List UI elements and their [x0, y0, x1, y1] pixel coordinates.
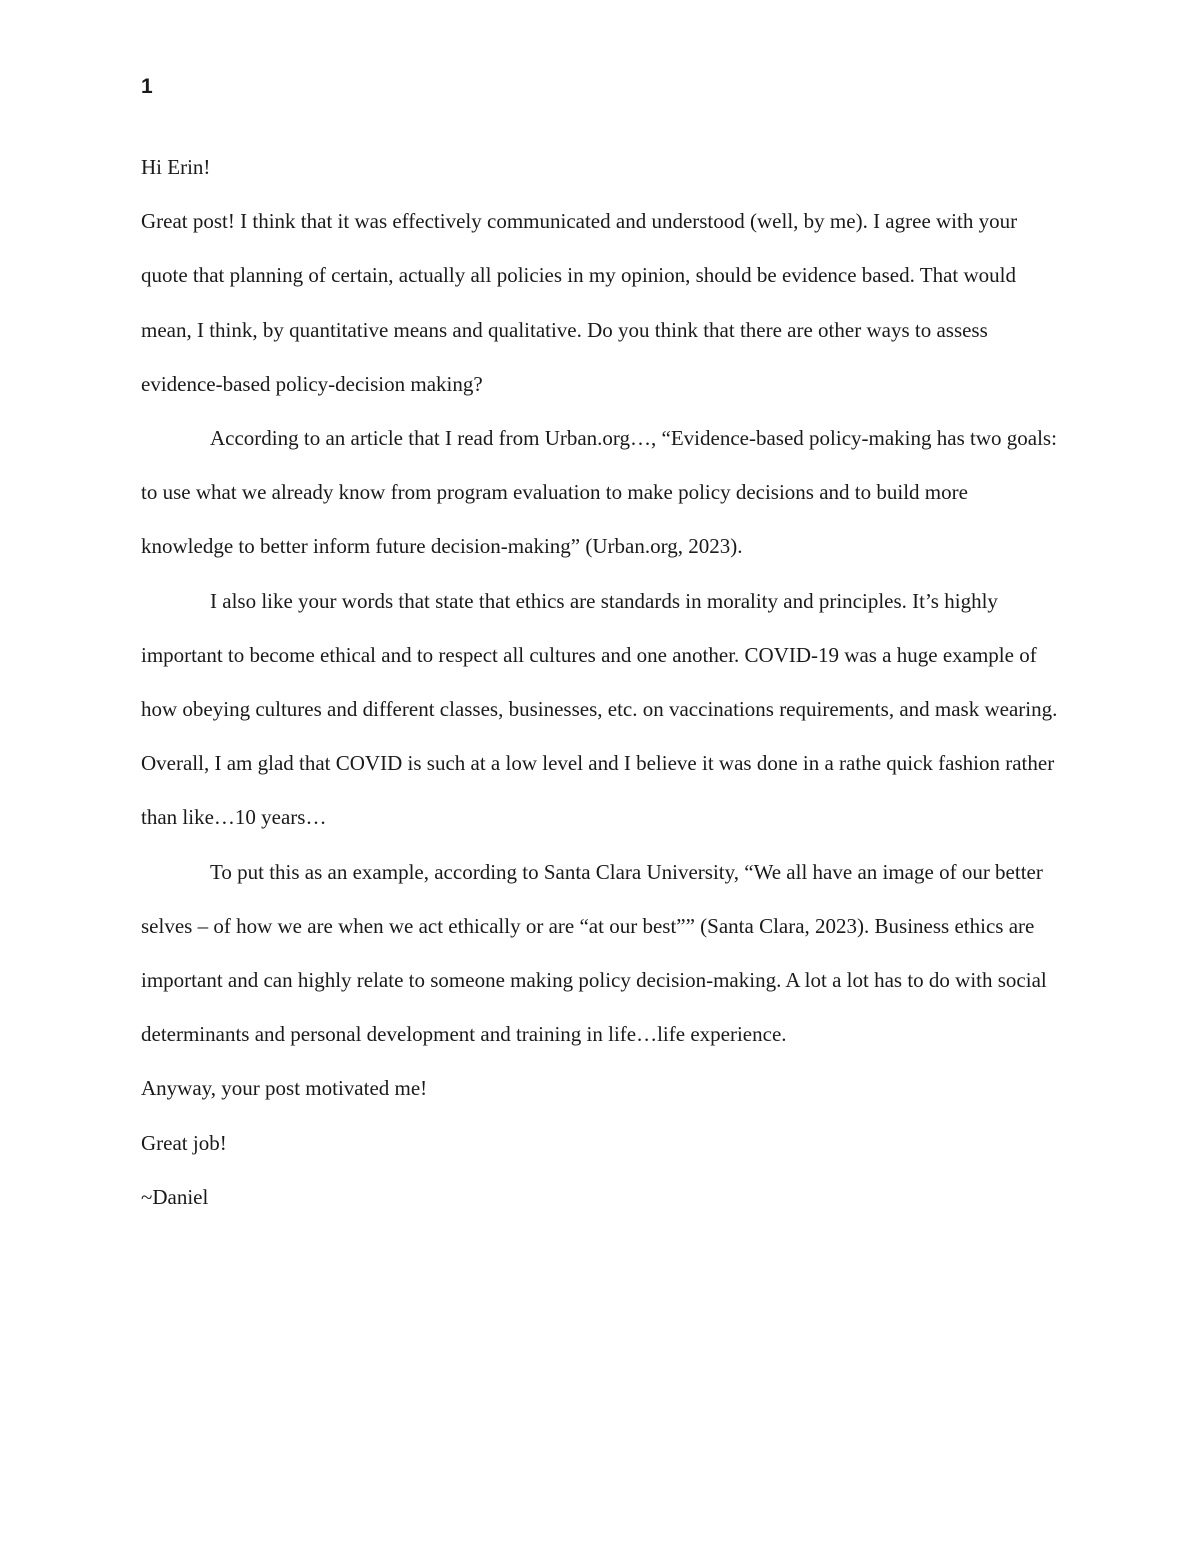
greeting: Hi Erin! [141, 155, 211, 179]
compliment: Great job! [141, 1130, 227, 1155]
paragraph-urban-quote: According to an article that I read from Urban.org…, “Evidence-based policy-making has two goals: to use what we already know from program evaluation to make policy decisions and to build more knowledge to better inform future decision-making” (Urban.org, 2023). [141, 426, 1057, 559]
paragraph-ethics: I also like your words that state that ethics are standards in morality and principles. It’s highly important to become ethical and to respect all cultures and one another. COVID-19 was a huge example of how obeying cultures and different classes, businesses, etc. on vaccinations requirements, and mask wearing. Overall, I am glad that COVID is such at a low level and I believe it was done in a rathe quick fashion rather than like…10 years… [141, 588, 1058, 830]
signature: ~Daniel [141, 1184, 209, 1209]
document-body [141, 140, 1061, 1224]
paragraph-santa-clara: To put this as an example, according to Santa Clara University, “We all have an image of our better selves – of how we are when we act ethically or are “at our best”” (Santa Clara, 2023). Business ethics are important and can highly relate to someone making policy decision-making. A lot a lot has to do with social determinants and personal development and training in life…life experience. [141, 859, 1047, 1047]
paragraph-intro: Great post! I think that it was effectively communicated and understood (well, by me). I agree with your quote that planning of certain, actually all policies in my opinion, should be evidence based. That would mean, I think, by quantitative means and qualitative. Do you think that there are other ways to assess evidence-based policy-decision making? [141, 209, 1018, 396]
closing-line: Anyway, your post motivated me! [141, 1076, 428, 1101]
page-number: 1 [141, 75, 153, 98]
